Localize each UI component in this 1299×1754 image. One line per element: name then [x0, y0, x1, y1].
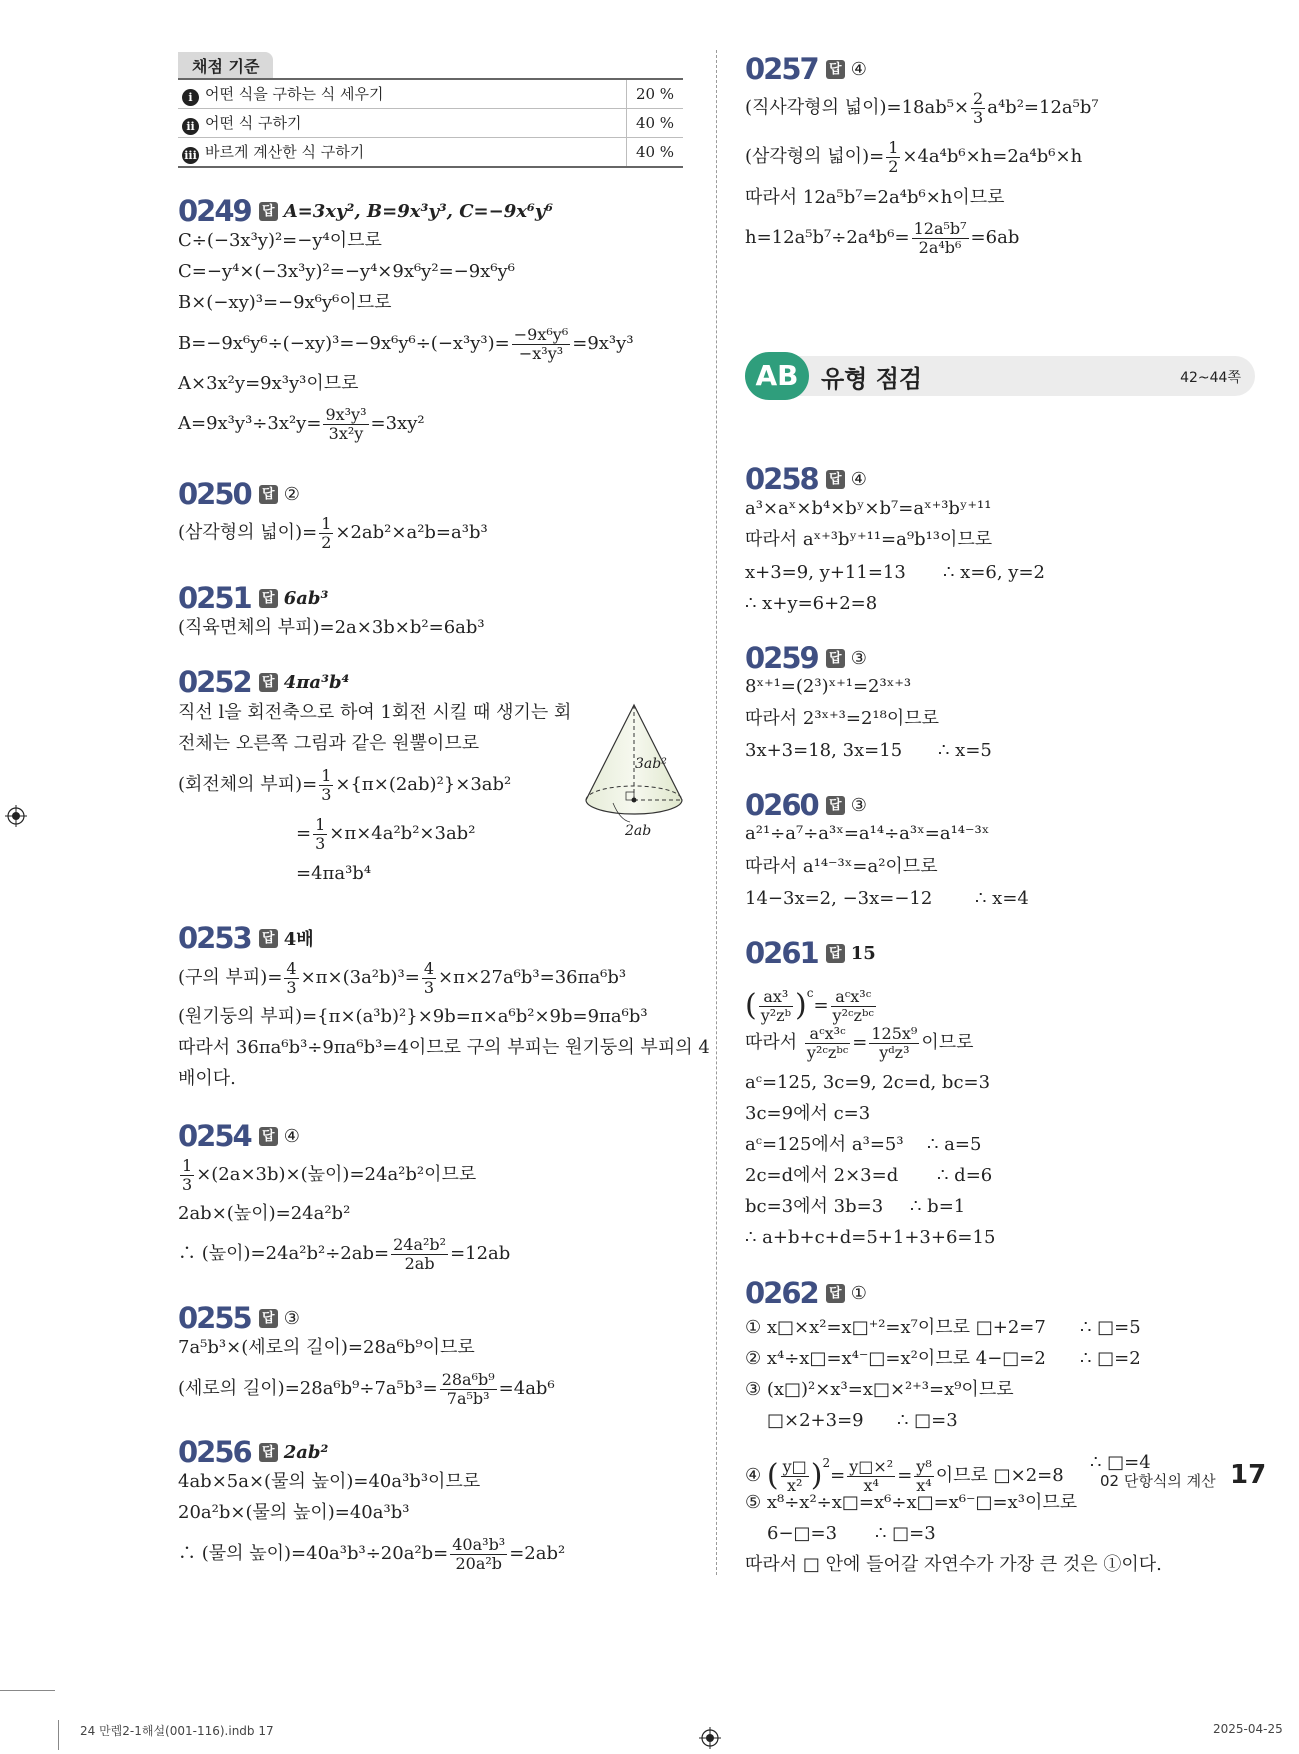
numerator: 24a²b² [393, 1234, 447, 1254]
expr: (직사각형의 넓이)=18ab⁵× [745, 97, 970, 118]
option-result: ∴ □=4 [1090, 1452, 1151, 1473]
fraction [284, 960, 298, 997]
denominator: 2 [888, 156, 899, 176]
denominator: 3 [321, 784, 332, 804]
denominator: 3 [182, 1174, 193, 1194]
numerator: ax³ [759, 988, 793, 1007]
expr: ×π×(3a²b)³= [300, 967, 420, 988]
solution-line: 2c=d에서 2×3=d [745, 1165, 899, 1186]
exponent: c [806, 986, 814, 1000]
problem-0250-header [178, 478, 300, 510]
page-number: 17 [1230, 1460, 1267, 1490]
solution-line [178, 956, 626, 1000]
fraction [971, 90, 985, 127]
expr: 이므로 □×2=8 [935, 1465, 1064, 1486]
fraction [450, 1536, 507, 1573]
expr: ×(2a×3b)×(높이)=24a²b²이므로 [196, 1164, 477, 1185]
problem-0253-header [178, 922, 314, 954]
solution-line: x+3=9, y+11=13 [745, 562, 906, 583]
expr: (세로의 길이)=28a⁶b⁹÷7a⁵b³= [178, 1378, 438, 1399]
roman-marker: i [182, 89, 199, 106]
denominator: x⁴ [863, 1475, 879, 1495]
answer-label: 답 [826, 796, 845, 815]
expr: ×2ab²×a²b=a³b³ [335, 522, 488, 543]
expr: ×π×27a⁶b³=36πa⁶b³ [438, 967, 627, 988]
solution-line: B×(−xy)³=−9x⁶y⁶이므로 [178, 292, 392, 313]
answer-value: ④ [850, 58, 867, 80]
fraction [323, 406, 368, 443]
solution-line: 따라서 36πa⁶b³÷9πa⁶b³=4이므로 구의 부피는 원기둥의 부피의 4 [178, 1037, 710, 1058]
expr: =12ab [450, 1243, 511, 1264]
solution-line: 14−3x=2, −3x=−12 [745, 888, 933, 909]
solution-line: ∴ d=6 [937, 1165, 993, 1186]
answer-label: 답 [259, 1309, 278, 1328]
answer-value: ③ [850, 647, 867, 669]
answer-value: ② [283, 483, 300, 505]
numerator: 1 [888, 137, 899, 157]
expr: a⁴b²=12a⁵b⁷ [987, 97, 1099, 118]
answer-label: 답 [826, 944, 845, 963]
option-line: ② x⁴÷x□=x⁴⁻□=x²이므로 4−□=2 [745, 1348, 1046, 1369]
denominator: 7a⁵b³ [446, 1388, 490, 1408]
denominator: −x³y³ [518, 343, 564, 363]
section-banner [745, 356, 1255, 396]
denominator: 3 [315, 833, 326, 853]
fraction [391, 1236, 448, 1273]
solution-line [178, 1367, 555, 1411]
ab-logo: AB [745, 352, 809, 400]
denominator: x⁴ [916, 1475, 932, 1495]
solution-line: C=−y⁴×(−3x³y)²=−y⁴×9x⁶y²=−9x⁶y⁶ [178, 261, 515, 282]
problem-number: 0253 [178, 921, 251, 955]
answer-label: 답 [826, 649, 845, 668]
solution-line: 8ˣ⁺¹=(2³)ˣ⁺¹=2³ˣ⁺³ [745, 676, 912, 697]
fraction [805, 1025, 850, 1062]
expr: (회전체의 부피)= [178, 774, 318, 795]
expr: B=−9x⁶y⁶÷(−xy)³=−9x⁶y⁶÷(−x³y³)= [178, 333, 510, 354]
print-slug-date: 2025-04-25 [1213, 1722, 1283, 1736]
cone-radius-label: 2ab [625, 823, 652, 839]
expr: ×π×4a²b²×3ab² [329, 823, 476, 844]
numerator: 1 [182, 1155, 193, 1175]
problem-0257-header [745, 53, 867, 85]
denominator: 2a⁴b⁶ [918, 237, 962, 257]
expr: =3xy² [370, 413, 425, 434]
option-line: 6−□=3 [767, 1523, 838, 1544]
problem-number: 0255 [178, 1301, 251, 1335]
numerator: 125x⁹ [871, 1023, 918, 1043]
numerator: 9x³y³ [325, 404, 367, 424]
solution-line [178, 1153, 476, 1197]
denominator: x² [786, 1475, 803, 1495]
answer-value: 6ab³ [283, 587, 329, 609]
solution-line: 직선 l을 회전축으로 하여 1회전 시킬 때 생기는 회 [178, 702, 572, 723]
answer-label: 답 [259, 202, 278, 221]
solution-line [745, 216, 1019, 260]
solution-line: 따라서 $\frac{\text{aᶜx³ᶜ}}{\text{y²ᶜzᵇᶜ}}$ = $\frac{\text{125x⁹}}{\text{yᵈz³}}$ 이므로 [745, 1023, 974, 1062]
numerator: aᶜx³ᶜ [831, 988, 876, 1007]
answer-value: ④ [850, 468, 867, 490]
denominator: 3 [973, 107, 984, 127]
option-line: □×2+3=9 [767, 1410, 864, 1431]
solution-line: ∴ a=5 [927, 1134, 982, 1155]
problem-0258-header [745, 463, 867, 495]
expr: 이므로 [921, 1032, 974, 1053]
numerator: −9x⁶y⁶ [513, 324, 569, 344]
solution-line [178, 763, 511, 807]
solution-line [745, 135, 1082, 179]
crop-mark [58, 1720, 59, 1750]
answer-label: 답 [259, 929, 278, 948]
numerator: 12a⁵b⁷ [913, 218, 967, 238]
scoring-table [178, 78, 683, 168]
answer-value: ③ [283, 1307, 300, 1329]
answer-label: 답 [826, 60, 845, 79]
scoring-pct: 20 % [627, 79, 684, 109]
answer-value: ① [850, 1282, 867, 1304]
solution-line: 전체는 오른쪽 그림과 같은 원뿔이므로 [178, 733, 480, 754]
scoring-pct: 40 % [627, 138, 684, 168]
problem-number: 0254 [178, 1119, 251, 1153]
answer-value: 4배 [283, 929, 314, 950]
expr: ∴ (높이)=24a²b²÷2ab= [178, 1243, 390, 1264]
solution-line [178, 1532, 565, 1576]
numerator: 1 [321, 765, 332, 785]
option-result: ∴ □=3 [875, 1523, 936, 1544]
roman-marker: ii [182, 118, 199, 135]
denominator: y²ᶜzᵇᶜ [806, 1042, 849, 1062]
numerator: y□×² [849, 1456, 894, 1476]
scoring-row [178, 109, 683, 138]
solution-line: a²¹÷a⁷÷a³ˣ=a¹⁴÷a³ˣ=a¹⁴⁻³ˣ [745, 823, 990, 844]
solution-line: ( $\frac{\text{ax³}}{\text{y²zᵇ}}$ )$^c$= $\frac{\text{aᶜx³ᶜ}}{\text{y²ᶜzᵇᶜ}}$ [745, 986, 874, 1025]
scoring-row [178, 138, 683, 168]
fraction [422, 960, 436, 997]
denominator: 2ab [404, 1253, 435, 1273]
problem-number: 0249 [178, 194, 251, 228]
answer-value: 15 [850, 942, 876, 964]
solution-line: A×3x²y=9x³y³이므로 [178, 373, 359, 394]
option-line: ⑤ x⁸÷x²÷x□=x⁶÷x□=x⁶⁻□=x³이므로 [745, 1492, 1078, 1513]
expr: 따라서 [745, 1032, 798, 1053]
fraction [313, 816, 327, 853]
solution-line: aᶜ=125, 3c=9, 2c=d, bc=3 [745, 1072, 991, 1093]
solution-line: 3c=9에서 c=3 [745, 1103, 871, 1124]
expr: ④ [745, 1465, 762, 1486]
numerator: y⁸ [916, 1456, 932, 1476]
expr: h=12a⁵b⁷÷2a⁴b⁶= [745, 227, 910, 248]
exponent: 2 [822, 1456, 831, 1470]
problem-0251-header [178, 582, 328, 614]
solution-line [745, 86, 1099, 130]
solution-line: ∴ a+b+c+d=5+1+3+6=15 [745, 1227, 996, 1248]
denominator: 20a²b [455, 1553, 503, 1573]
solution-line: ∴ x=6, y=2 [943, 562, 1046, 583]
solution-line: 20a²b×(물의 높이)=40a³b³ [178, 1502, 410, 1523]
solution-line [296, 812, 475, 856]
problem-number: 0251 [178, 581, 251, 615]
expr: = [296, 823, 312, 844]
answer-label: 답 [259, 1127, 278, 1146]
problem-0254-header [178, 1120, 300, 1152]
fraction [869, 1025, 919, 1062]
answer-value: ③ [850, 794, 867, 816]
solution-line: (직육면체의 부피)=2a×3b×b²=6ab³ [178, 617, 485, 638]
scoring-pct: 40 % [627, 109, 684, 138]
fraction [831, 988, 876, 1025]
print-slug-file: 24 만렙2-1해설(001-116).indb 17 [80, 1724, 274, 1738]
answer-value: 2ab² [283, 1441, 329, 1463]
problem-0255-header [178, 1302, 300, 1334]
fraction [180, 1157, 194, 1194]
expr: ×{π×(2ab)²}×3ab² [335, 774, 512, 795]
solution-line: C÷(−3x³y)²=−y⁴이므로 [178, 230, 382, 251]
solution-line: (원기둥의 부피)={π×(a³b)²}×9b=π×a⁶b²×9b=9πa⁶b³ [178, 1006, 648, 1027]
solution-line: 4ab×5a×(물의 높이)=40a³b³이므로 [178, 1471, 481, 1492]
fraction [781, 1458, 809, 1495]
solution-line: ∴ x=5 [938, 740, 992, 761]
problem-number: 0260 [745, 788, 818, 822]
problem-number: 0258 [745, 462, 818, 496]
solution-line: 따라서 12a⁵b⁷=2a⁴b⁶×h이므로 [745, 187, 1005, 208]
answer-label: 답 [259, 1443, 278, 1462]
option-result: ∴ □=3 [897, 1410, 958, 1431]
solution-line: 따라서 2³ˣ⁺³=2¹⁸이므로 [745, 708, 940, 729]
expr: (구의 부피)= [178, 967, 283, 988]
solution-line [178, 511, 488, 555]
column-divider [716, 50, 717, 1575]
solution-line: ∴ x+y=6+2=8 [745, 593, 878, 614]
solution-line: aᶜ=125에서 a³=5³ [745, 1134, 904, 1155]
problem-number: 0259 [745, 641, 818, 675]
registration-mark-icon [699, 1727, 721, 1749]
registration-mark-icon [5, 805, 27, 827]
numerator: 1 [321, 513, 332, 533]
problem-number: 0262 [745, 1276, 818, 1310]
fraction [847, 1458, 895, 1495]
solution-line [178, 322, 634, 366]
numerator: aᶜx³ᶜ [805, 1025, 850, 1044]
scoring-title: 채점 기준 [178, 52, 273, 79]
solution-line: 따라서 aˣ⁺³bʸ⁺¹¹=a⁹b¹³이므로 [745, 529, 993, 550]
solution-line: 7a⁵b³×(세로의 길이)=28a⁶b⁹이므로 [178, 1337, 475, 1358]
problem-0262-header [745, 1277, 867, 1309]
expr: =9x³y³ [572, 333, 634, 354]
denominator: 3 [423, 977, 435, 997]
expr: =6ab [970, 227, 1020, 248]
expr: ∴ (물의 높이)=40a³b³÷20a²b= [178, 1543, 449, 1564]
expr: ×4a⁴b⁶×h=2a⁴b⁶×h [902, 146, 1083, 167]
problem-0260-header [745, 789, 867, 821]
option-line: ① x□×x²=x□⁺²=x⁷이므로 □+2=7 [745, 1317, 1046, 1338]
numerator: 4 [423, 958, 435, 978]
expr: =4ab⁶ [498, 1378, 555, 1399]
answer-label: 답 [259, 589, 278, 608]
solution-line: 3x+3=18, 3x=15 [745, 740, 903, 761]
answer-label: 답 [826, 1284, 845, 1303]
denominator: 3 [286, 977, 297, 997]
denominator: yᵈz³ [879, 1042, 910, 1062]
numerator: 28a⁶b⁹ [441, 1369, 495, 1389]
solution-line: ∴ b=1 [910, 1196, 966, 1217]
numerator: 1 [315, 814, 326, 834]
crop-mark [0, 1690, 55, 1691]
solution-line: 따라서 a¹⁴⁻³ˣ=a²이므로 [745, 856, 938, 877]
denominator: 2 [321, 532, 332, 552]
fraction [319, 767, 333, 804]
section-title: 유형 점검 [821, 365, 923, 393]
problem-0249-header [178, 195, 553, 227]
problem-0252-header [178, 666, 349, 698]
denominator: y²ᶜzᵇᶜ [832, 1005, 874, 1025]
solution-line: =4πa³b⁴ [296, 863, 372, 884]
expr: (삼각형의 넓이)= [178, 522, 318, 543]
solution-line: ∴ x=4 [975, 888, 1029, 909]
fraction [886, 139, 900, 176]
option-line: ③ (x□)²×x³=x□×²⁺³=x⁹이므로 [745, 1379, 1014, 1400]
denominator: y²zᵇ [760, 1005, 791, 1025]
denominator: 3x²y [328, 423, 364, 443]
scoring-text: 어떤 식을 구하는 식 세우기 [205, 84, 384, 103]
expr: =2ab² [509, 1543, 566, 1564]
section-pages: 42~44쪽 [1180, 370, 1241, 386]
problem-number: 0257 [745, 52, 818, 86]
scoring-text: 바르게 계산한 식 구하기 [205, 142, 365, 161]
expr: A=9x³y³÷3x²y= [178, 413, 322, 434]
scoring-text: 어떤 식 구하기 [205, 113, 302, 132]
solution-line: a³×aˣ×b⁴×bʸ×b⁷=aˣ⁺³bʸ⁺¹¹ [745, 498, 992, 519]
problem-number: 0250 [178, 477, 251, 511]
problem-0256-header [178, 1436, 328, 1468]
solution-line [178, 402, 425, 446]
answer-value: ④ [283, 1125, 300, 1147]
fraction [512, 326, 570, 363]
option-result: ∴ □=2 [1080, 1348, 1141, 1369]
fraction [759, 988, 793, 1025]
solution-line: bc=3에서 3b=3 [745, 1196, 884, 1217]
answer-label: 답 [259, 673, 278, 692]
expr: (삼각형의 넓이)= [745, 146, 885, 167]
problem-0261-header [745, 937, 876, 969]
solution-line [178, 1232, 510, 1276]
numerator: 4 [286, 958, 297, 978]
solution-line: 배이다. [178, 1068, 236, 1089]
numerator: 40a³b³ [452, 1534, 506, 1554]
answer-label: 답 [826, 470, 845, 489]
fraction [914, 1458, 933, 1495]
cone-height-label: 3ab² [635, 756, 667, 772]
numerator: y□ [782, 1456, 807, 1476]
problem-number: 0256 [178, 1435, 251, 1469]
conclusion-line: 따라서 □ 안에 들어갈 자연수가 가장 큰 것은 ①이다. [745, 1554, 1162, 1575]
roman-marker: iii [182, 147, 199, 164]
answer-value: A=3xy², B=9x³y³, C=−9x⁶y⁶ [283, 200, 554, 222]
answer-value: 4πa³b⁴ [283, 671, 350, 693]
fraction [912, 220, 969, 257]
option-line: ④ ( $\frac{y□}{\text{x²}}$ )$^2$= $\frac{\text{y□×²}}{\text{x⁴}}$ = $\frac{\text{y⁸}}{\text{x⁴}}$ 이므로 □×2=8 [745, 1456, 1064, 1495]
problem-number: 0252 [178, 665, 251, 699]
scoring-row [178, 79, 683, 109]
fraction [440, 1371, 497, 1408]
solution-line: 2ab×(높이)=24a²b² [178, 1203, 351, 1224]
numerator: 2 [973, 88, 984, 108]
fraction [319, 515, 333, 552]
chapter-title: 02 단항식의 계산 [1100, 1472, 1216, 1490]
answer-label: 답 [259, 485, 278, 504]
problem-0259-header [745, 642, 867, 674]
option-result: ∴ □=5 [1080, 1317, 1141, 1338]
problem-number: 0261 [745, 936, 818, 970]
